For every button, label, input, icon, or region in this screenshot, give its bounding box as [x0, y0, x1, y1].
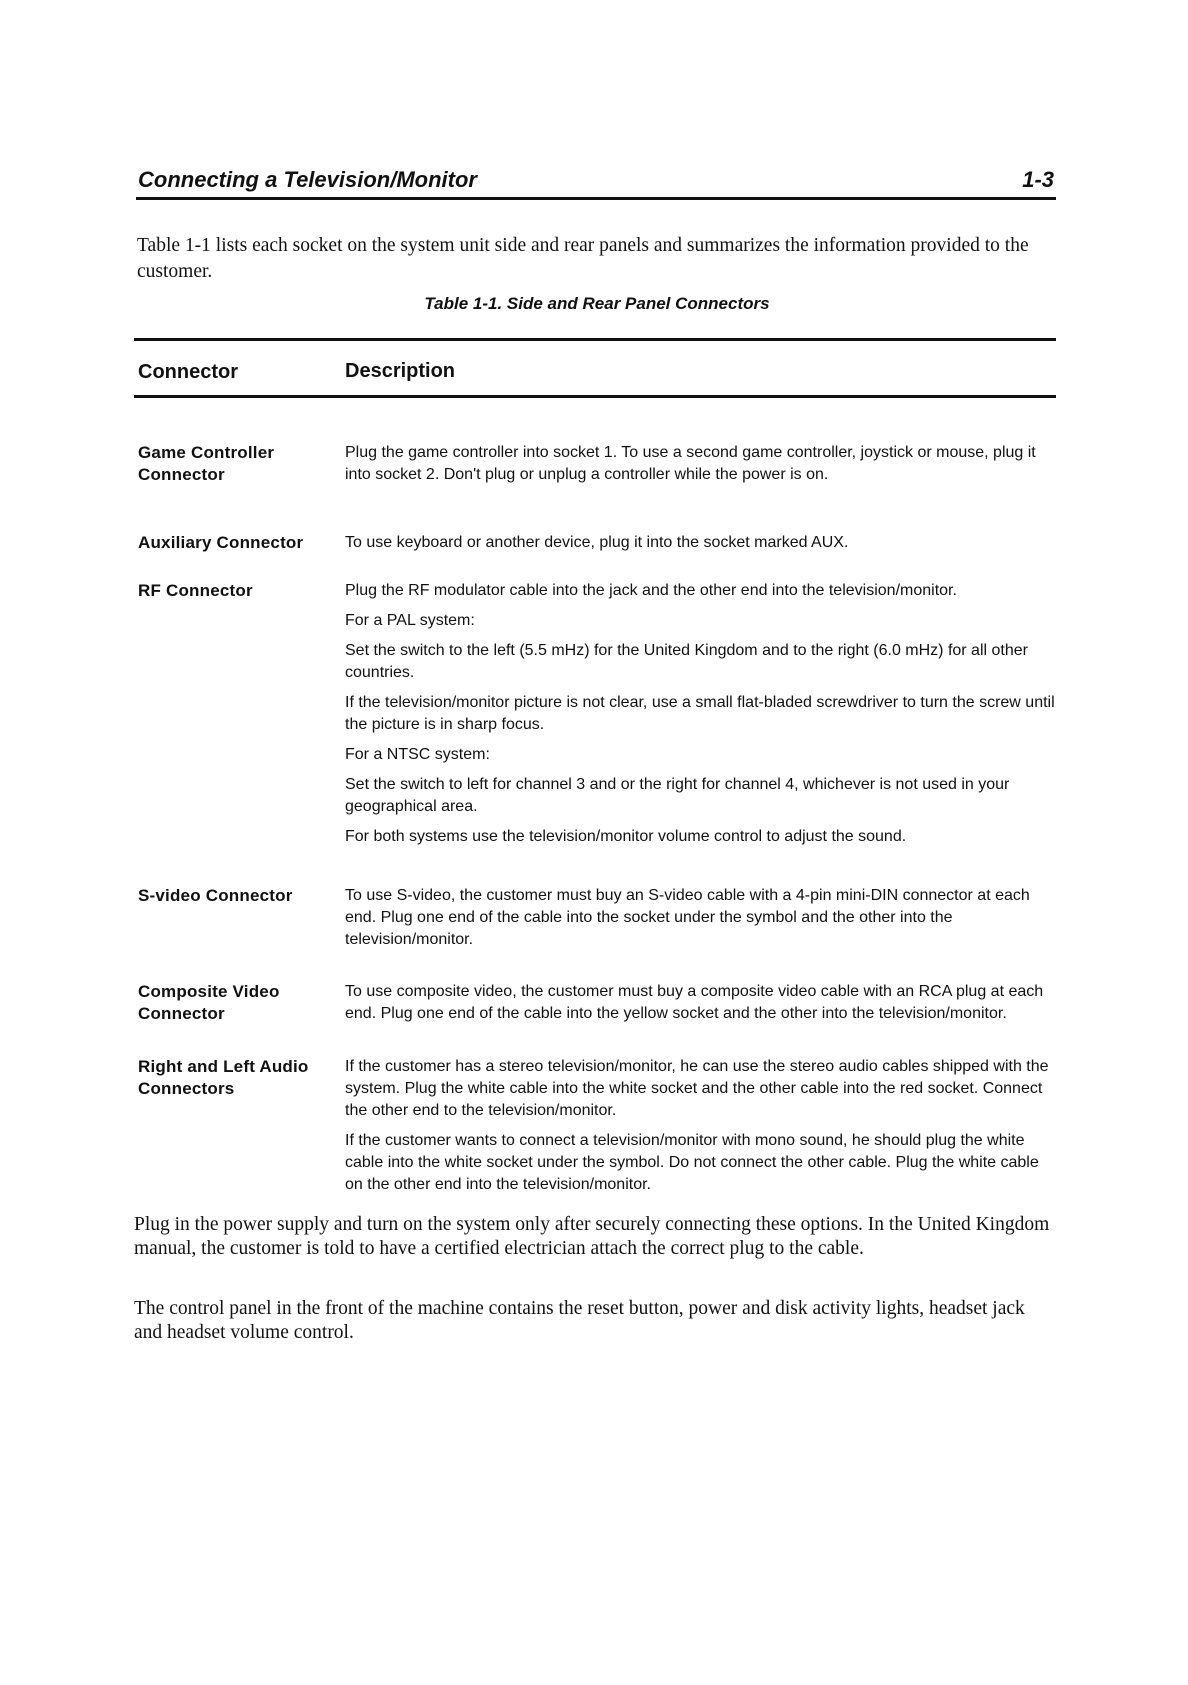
connectors-table	[134, 338, 1056, 1193]
description-paragraph: Set the switch to the left (5.5 mHz) for the United Kingdom and to the right (6.0 mHz) for all other countries.	[345, 642, 1028, 681]
description-paragraph: Plug the game controller into socket 1. To use a second game controller, joystick or mouse, plug it into socket 2. Don't plug or unplug a controller while the power is on.	[345, 444, 1036, 483]
intro-paragraph: Table 1-1 lists each socket on the system unit side and rear panels and summarizes the information provided to the customer.	[137, 235, 1029, 282]
description-paragraph: To use composite video, the customer must buy a composite video cable with an RCA plug at each end. Plug one end of the cable into the yellow socket and the other into the television/monitor.	[345, 983, 1044, 1022]
connector-name: Game Controller Connector	[138, 443, 275, 484]
description-paragraph: To use S-video, the customer must buy an S-video cable with a 4-pin mini-DIN connector at each end. Plug one end of the cable into the socket under the symbol and the other into the television/monitor.	[345, 887, 1030, 948]
description-paragraph: Plug the RF modulator cable into the jack and the other end into the television/monitor.	[345, 582, 957, 599]
connector-name: Auxiliary Connector	[138, 533, 304, 552]
page-number: 1-3	[1022, 167, 1054, 192]
connector-name: Right and Left Audio Connectors	[138, 1057, 309, 1098]
description-paragraph: To use keyboard or another device, plug it into the socket marked AUX.	[345, 534, 849, 551]
column-header-connector: Connector	[138, 361, 238, 383]
connector-description	[345, 442, 1055, 494]
connector-name: S-video Connector	[138, 886, 293, 905]
description-paragraph: For a NTSC system:	[345, 746, 490, 763]
description-paragraph: If the customer has a stereo television/monitor, he can use the stereo audio cables shipped with the system. Plug the white cable into the white socket and the other cable into the red socket. Connect the other end to the television/monitor.	[345, 1058, 1049, 1119]
page-header	[136, 165, 1056, 200]
description-paragraph: If the television/monitor picture is not clear, use a small flat-bladed screwdriver to turn the screw until the picture is in sharp focus.	[345, 694, 1055, 733]
table-caption: Table 1-1. Side and Rear Panel Connectors	[424, 294, 770, 313]
connector-description	[345, 1056, 1055, 1204]
connector-description	[345, 981, 1055, 1033]
description-paragraph: If the customer wants to connect a television/monitor with mono sound, he should plug the white cable into the white socket under the symbol. Do not connect the other cable. Plug the white cable on the other end into the television/monitor.	[345, 1132, 1039, 1193]
body-paragraph: Plug in the power supply and turn on the system only after securely connecting these options. In the United Kingdom manual, the customer is told to have a certified electrician attach the correct plug to the cable.	[134, 1214, 1050, 1259]
connector-description	[345, 532, 1055, 562]
column-header-description: Description	[345, 360, 456, 382]
description-paragraph: Set the switch to left for channel 3 and or the right for channel 4, whichever is not used in your geographical area.	[345, 776, 1010, 815]
table-header-row	[134, 341, 1056, 398]
body-paragraph: The control panel in the front of the machine contains the reset button, power and disk activity lights, headset jack and headset volume control.	[134, 1298, 1025, 1343]
connector-description	[345, 885, 1055, 959]
section-title: Connecting a Television/Monitor	[138, 167, 477, 192]
connector-description	[345, 580, 1055, 856]
description-paragraph: For both systems use the television/monitor volume control to adjust the sound.	[345, 828, 907, 845]
connector-name: RF Connector	[138, 581, 253, 600]
description-paragraph: For a PAL system:	[345, 612, 475, 629]
connector-name: Composite Video Connector	[138, 982, 280, 1023]
